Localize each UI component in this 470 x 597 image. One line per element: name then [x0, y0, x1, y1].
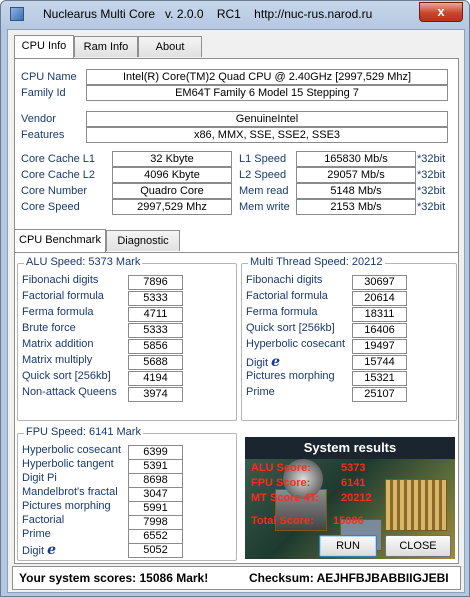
family-id-field: EM64T Family 6 Model 15 Stepping 7	[86, 85, 448, 101]
alu-row-label: Factorial formula	[22, 290, 104, 302]
fpu-row-value: 7998	[128, 515, 183, 530]
alu-row-label: Brute force	[22, 322, 76, 334]
alu-title: ALU Speed: 5373 Mark	[26, 256, 141, 268]
mt-row-value: 18311	[352, 307, 407, 322]
alu-score-label: ALU Score:	[251, 462, 311, 474]
mt-score-label: MT Score 4T:	[251, 492, 319, 504]
client-area	[7, 29, 465, 593]
mt-row-label-text: Digit	[246, 357, 269, 369]
alu-row-value: 5333	[128, 291, 183, 306]
tab-ram-info[interactable]: Ram Info	[74, 36, 138, 57]
mt-row-label	[246, 354, 280, 370]
checksum-text: Checksum: AEJHFBJBABBIIGJEBI	[249, 571, 449, 585]
fpu-group	[17, 426, 237, 561]
l2-unit: *32bit	[417, 169, 446, 181]
tab-diagnostic[interactable]: Diagnostic	[106, 230, 180, 251]
system-results-title: System results	[303, 440, 397, 455]
run-button[interactable]: RUN	[319, 535, 377, 557]
fpu-row-label: Digit Pi	[22, 472, 57, 484]
system-scores-text: Your system scores: 15086 Mark!	[19, 571, 209, 585]
fpu-row-label: Mandelbrot's fractal	[22, 486, 118, 498]
core-speed-label: Core Speed	[21, 201, 80, 213]
alu-row-label: Fibonachi digits	[22, 274, 99, 286]
mt-row-value: 30697	[352, 275, 407, 290]
fpu-row-label-text: Digit	[22, 545, 45, 557]
core-cache-l2-label: Core Cache L2	[21, 169, 95, 181]
benchmark-panel	[14, 252, 459, 564]
alu-row-value: 5688	[128, 355, 183, 370]
alu-row-value: 3974	[128, 387, 183, 402]
alu-row-label: Matrix addition	[22, 338, 94, 350]
l1-speed-label: L1 Speed	[239, 153, 287, 165]
fpu-row-label	[22, 542, 56, 558]
status-bar	[12, 566, 461, 590]
alu-row-label: Matrix multiply	[22, 354, 93, 366]
fpu-score-value: 6141	[341, 477, 366, 489]
close-button[interactable]: CLOSE	[385, 535, 451, 557]
fpu-row-label: Hyperbolic cosecant	[22, 444, 122, 456]
fpu-row-value: 5052	[128, 543, 183, 558]
vendor-label: Vendor	[21, 113, 56, 125]
fpu-row-value: 6552	[128, 529, 183, 544]
total-score-label: Total Score:	[251, 515, 314, 527]
fpu-row-value: 5991	[128, 501, 183, 516]
fpu-row-label: Pictures morphing	[22, 500, 111, 512]
core-number-label: Core Number	[21, 185, 88, 197]
multi-thread-title: Multi Thread Speed: 20212	[250, 256, 383, 268]
mt-row-value: 25107	[352, 387, 407, 402]
mt-row-label: Factorial formula	[246, 290, 328, 302]
window-title: Nuclearus Multi Core v. 2.0.0 RC1 http://nuc-rus.narod.ru	[43, 7, 373, 21]
features-label: Features	[21, 129, 65, 141]
alu-score-value: 5373	[341, 462, 366, 474]
features-field: x86, MMX, SSE, SSE2, SSE3	[86, 127, 448, 143]
mt-row-value: 16406	[352, 323, 407, 338]
mt-row-label: Hyperbolic cosecant	[246, 338, 346, 350]
app-icon	[10, 7, 24, 21]
fpu-row-value: 5391	[128, 459, 183, 474]
e-symbol-icon: e	[271, 354, 280, 370]
core-speed-field: 2997,529 Mhz	[112, 199, 232, 215]
multi-thread-group	[241, 256, 457, 421]
fpu-title: FPU Speed: 6141 Mark	[26, 426, 141, 438]
mem-read-unit: *32bit	[417, 185, 446, 197]
mt-row-label: Quick sort [256kb]	[246, 322, 335, 334]
mt-row-label: Prime	[246, 386, 275, 398]
alu-row-value: 4194	[128, 371, 183, 386]
gold-heatsink-image	[385, 479, 447, 531]
tab-about[interactable]: About	[138, 36, 202, 57]
fpu-score-label: FPU Score:	[251, 477, 311, 489]
mem-write-unit: *32bit	[417, 201, 446, 213]
alu-group	[17, 256, 237, 421]
alu-row-label: Quick sort [256kb]	[22, 370, 111, 382]
core-number-field: Quadro Core	[112, 183, 232, 199]
tab-cpu-benchmark[interactable]: CPU Benchmark	[14, 229, 106, 252]
fpu-row-value: 8698	[128, 473, 183, 488]
fpu-row-label: Hyperbolic tangent	[22, 458, 114, 470]
vendor-field: GenuineIntel	[86, 111, 448, 127]
tab-cpu-info[interactable]: CPU Info	[14, 35, 74, 58]
total-score-value: 15086	[333, 515, 364, 527]
l1-speed-field: 165830 Mb/s	[296, 151, 416, 167]
fpu-row-label: Prime	[22, 528, 51, 540]
mt-row-value: 20614	[352, 291, 407, 306]
alu-row-label: Non-attack Queens	[22, 386, 117, 398]
system-results-panel	[245, 437, 455, 559]
mem-write-label: Mem write	[239, 201, 290, 213]
core-cache-l1-label: Core Cache L1	[21, 153, 95, 165]
l1-unit: *32bit	[417, 153, 446, 165]
alu-row-value: 5856	[128, 339, 183, 354]
mt-row-value: 15744	[352, 355, 407, 370]
mt-row-label: Fibonachi digits	[246, 274, 323, 286]
cpu-info-panel	[14, 58, 459, 254]
fpu-row-label: Factorial	[22, 514, 65, 526]
alu-row-value: 4711	[128, 307, 183, 322]
alu-row-value: 5333	[128, 323, 183, 338]
fpu-row-value: 6399	[128, 445, 183, 460]
fpu-row-value: 3047	[128, 487, 183, 502]
alu-row-label: Ferma formula	[22, 306, 94, 318]
mem-read-field: 5148 Mb/s	[296, 183, 416, 199]
mt-row-value: 19497	[352, 339, 407, 354]
mt-row-label: Pictures morphing	[246, 370, 335, 382]
core-cache-l2-field: 4096 Kbyte	[112, 167, 232, 183]
mt-row-value: 15321	[352, 371, 407, 386]
window-close-button[interactable]: x	[419, 2, 463, 22]
mt-score-value: 20212	[341, 492, 372, 504]
core-cache-l1-field: 32 Kbyte	[112, 151, 232, 167]
mem-read-label: Mem read	[239, 185, 289, 197]
title-bar[interactable]	[1, 1, 469, 27]
cpu-name-field: Intel(R) Core(TM)2 Quad CPU @ 2.40GHz [2997,529 Mhz]	[86, 69, 448, 85]
family-id-label: Family Id	[21, 87, 66, 99]
cpu-name-label: CPU Name	[21, 71, 77, 83]
l2-speed-field: 29057 Mb/s	[296, 167, 416, 183]
alu-row-value: 7896	[128, 275, 183, 290]
e-symbol-icon: e	[47, 542, 56, 558]
mt-row-label: Ferma formula	[246, 306, 318, 318]
l2-speed-label: L2 Speed	[239, 169, 287, 181]
mem-write-field: 2153 Mb/s	[296, 199, 416, 215]
